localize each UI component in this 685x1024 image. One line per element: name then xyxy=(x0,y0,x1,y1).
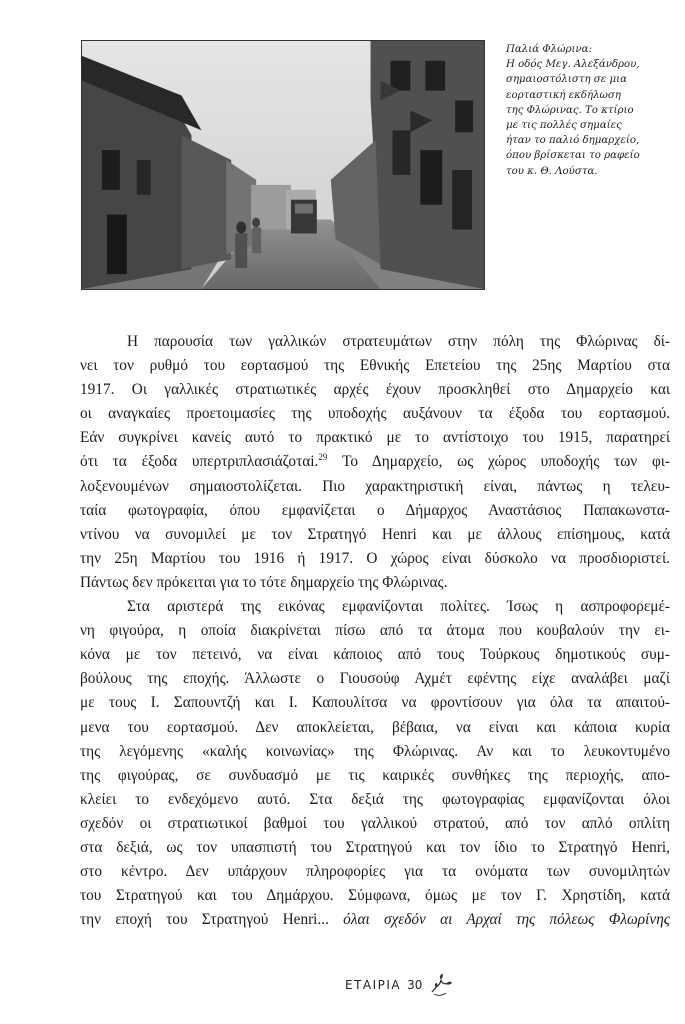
article-body xyxy=(80,330,670,932)
footer-label: ΕΤΑΙΡΙΑ xyxy=(345,978,402,992)
body-line xyxy=(80,908,670,932)
body-text-segment: την εποχή του Στρατηγού Henri... xyxy=(80,911,329,929)
street-photograph-image xyxy=(82,41,484,289)
body-line: οι αναγκαίες προετοιμασίες της υποδοχής αυξάνουν τα έξοδα του εορτασμού. xyxy=(80,405,670,423)
body-line xyxy=(80,450,670,474)
caption-line: εορταστική εκδήλωση xyxy=(506,89,621,101)
body-line: λοξενουμένων σημαιοστολίζεται. Πιο χαρακτηριστική είναι, πάντως η τελευ- xyxy=(80,477,670,495)
page-footer xyxy=(345,972,454,998)
body-line: 1917. Οι γαλλικές στρατιωτικές αρχές έχουν προσκληθεί στο Δημαρχείο και xyxy=(80,381,670,399)
body-line: Πάντως δεν πρόκειται για το τότε δημαρχείο της Φλώρινας. xyxy=(80,573,448,591)
body-line: ντίνου να συνομιλεί με τον Στρατηγό Henri και με άλλους επίσημους, κατά xyxy=(80,525,670,543)
body-line: ταία φωτογραφία, όπου εμφανίζεται ο Δήμαρχος Αναστάσιος Παπακωνστα- xyxy=(80,501,670,519)
body-text-segment: ότι τα έξοδα υπερτριπλασιάζοταi. xyxy=(80,453,319,471)
caption-line: της Φλώρινας. Το κτίριο xyxy=(506,104,634,116)
body-line: νη φιγούρα, η οποία διακρίνεται πίσω από τα άτομα που κουβαλούν την ει- xyxy=(80,622,670,640)
body-line: κλείει το ενδεχόμενο αυτό. Στα δεξιά της φωτογραφίας εμφανίζονται όλοι xyxy=(80,790,670,808)
body-line: στο κέντρο. Δεν υπάρχουν πληροφορίες για τα ονόματα των συνομιλητών xyxy=(80,863,670,881)
body-line: την 25η Μαρτίου του 1916 ή 1917. Ο χώρος είναι δύσκολο να προσδιοριστεί. xyxy=(80,549,670,567)
caption-line: σημαιοστόλιστη σε μια xyxy=(506,74,627,86)
caption-line: όπου βρίσκεται το ραφείο xyxy=(506,150,640,162)
page-number: 30 xyxy=(407,978,423,992)
body-line: του Στρατηγού και του Δημάρχου. Σύμφωνα, όμως με τον Γ. Χρηστίδη, κατά xyxy=(80,887,670,905)
caption-line: Παλιά Φλώρινα: xyxy=(506,44,592,55)
caption-line: με τις πολλές σημαίες xyxy=(506,120,622,132)
body-line: βούλους της εποχής. Άλλωστε ο Γιουσούφ Αχμέτ εφέντης είχε αναλάβει μαζί xyxy=(80,670,670,688)
body-line: κόνα με τον πετεινό, να είναι κάποιος από τους Τούρκους δημοτικούς συμ- xyxy=(80,646,670,664)
body-line: μενα του εορτασμού. Δεν αποκλείεται, βέβαια, να είναι και κάποια κυρία xyxy=(80,718,670,736)
body-line: σχεδόν οι στρατιωτικοί βαθμοί του γαλλικού στρατού, από τον απλό οπλίτη xyxy=(80,814,670,832)
floral-ornament-icon xyxy=(428,972,454,998)
street-photograph xyxy=(81,40,485,290)
photo-caption xyxy=(506,42,666,179)
caption-line: Η οδός Μεγ. Αλεξάνδρου, xyxy=(506,59,640,71)
footnote-reference[interactable]: 29 xyxy=(318,452,328,463)
body-line: της λεγόμενης «καλής κοινωνίας» της Φλώρινας. Αν και το λευκοντυμένο xyxy=(80,742,670,760)
body-line: Η παρουσία των γαλλικών στρατευμάτων στην πόλη της Φλώρινας δί- xyxy=(127,333,670,350)
caption-line: ήταν το παλιό δημαρχείο, xyxy=(506,135,640,147)
body-line: της φιγούρας, σε συνδυασμό με τις καιρικές συνθήκες της περιοχής, απο- xyxy=(80,766,670,784)
body-line: στα δεξιά, ως τον υπασπιστή του Στρατηγού και τον ίδιο το Στρατηγό Henri, xyxy=(80,838,670,856)
body-line: Εάν συγκρίνει κανείς αυτό το πρακτικό με το αντίστοιχο του 1915, παρατηρεί xyxy=(80,429,670,447)
body-line: νει τον ρυθμό του εορτασμού της Εθνικής Επετείου της 25ης Μαρτίου στα xyxy=(80,357,670,375)
quoted-italic-text: όλαι σχεδόν αι Αρχαί της πόλεως Φλωρίνης xyxy=(328,911,670,929)
caption-line: του κ. Θ. Λούστα. xyxy=(506,165,598,177)
body-text-segment: Το Δημαρχείο, ως χώρος υποδοχής των φι- xyxy=(327,453,670,471)
body-line: με τους Ι. Σαπουντζή και Ι. Καπουλίτσα να φροντίσουν για όλα τα απαιτού- xyxy=(80,694,670,712)
body-line: Στα αριστερά της εικόνας εμφανίζονται πολίτες. Ίσως η ασπροφορεμέ- xyxy=(127,598,670,616)
